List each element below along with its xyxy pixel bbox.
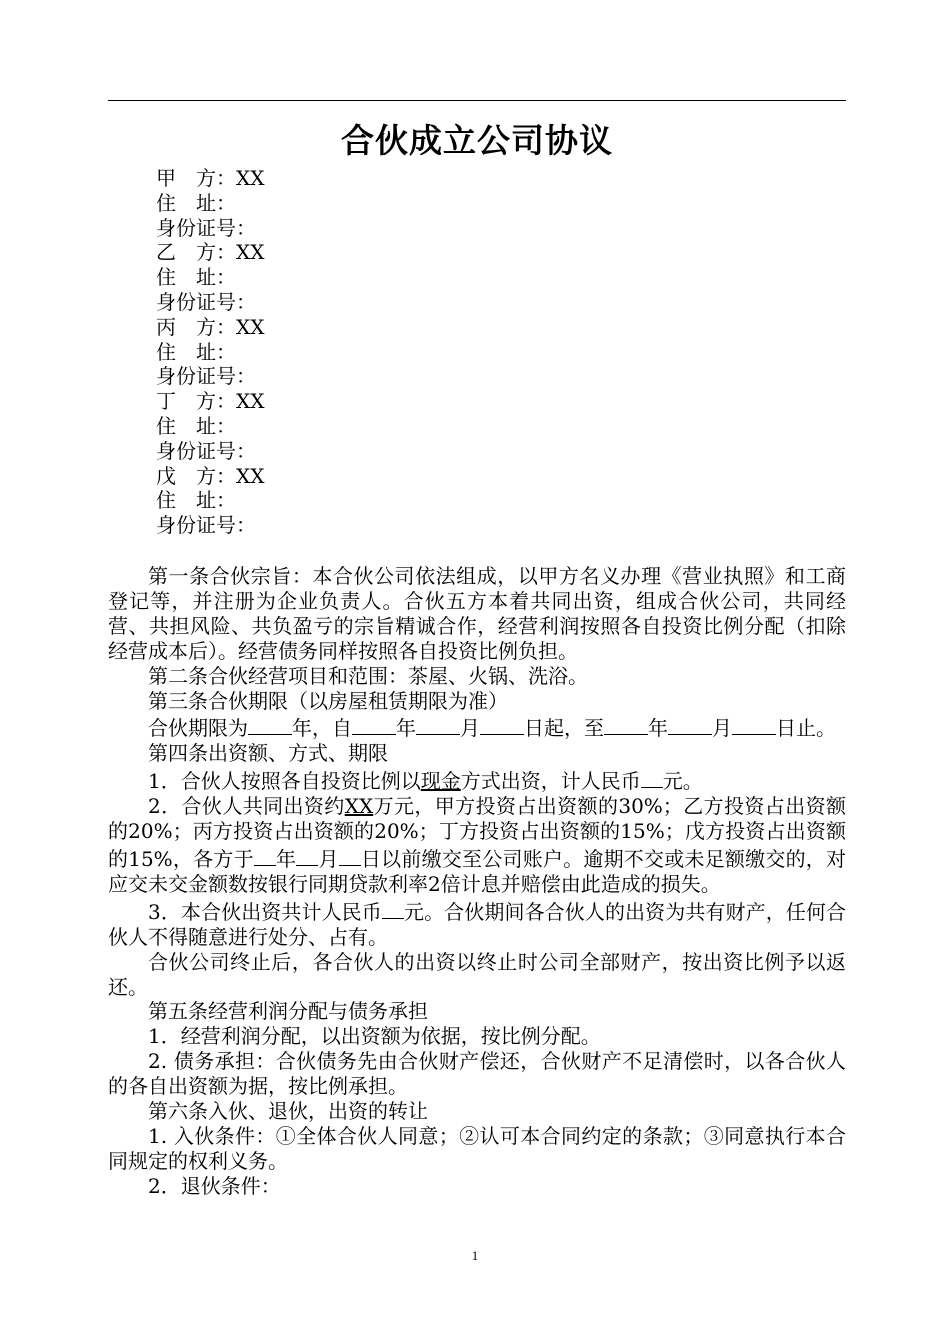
party-b-name: 乙 方：XX: [156, 240, 265, 265]
header-rule: [108, 100, 846, 101]
party-d-id: 身份证号：: [156, 438, 256, 463]
article-4-item-3: [108, 897, 846, 950]
article-6-heading: 第六条入伙、退伙，出资的转让: [148, 1099, 428, 1124]
item-text: 年: [275, 846, 297, 871]
item-text: 万元，甲方投资占出资额的30%；乙方投资占出资额的20%；丙方投资占出资额的20%；丁方投资占出资额的15%；戊方投资占出资额的15%，各方于: [108, 794, 846, 871]
blank-field: [480, 713, 524, 735]
blank-field: [604, 713, 648, 735]
article-2: 第二条合伙经营项目和范围：茶屋、火锅、洗浴。: [148, 663, 588, 688]
blank-field: [339, 844, 361, 866]
term-month2-label: 月: [712, 716, 732, 741]
item-text: 元。合伙期间各合伙人的出资为共有财产，任何合伙人不得随意进行处分、占有。: [108, 899, 847, 949]
item-text: 日以前缴交至公司账户。逾期不交或未足额缴交的，对应交未交金额数按银行同期贷款利率2倍计息并赔偿由此造成的损失。: [108, 846, 847, 896]
party-b-address: 住 址：: [156, 265, 236, 290]
article-6-item-2: 2．退伙条件：: [148, 1173, 281, 1198]
party-a-address: 住 址：: [156, 190, 236, 215]
article-3-term: [108, 713, 846, 741]
party-e-id: 身份证号：: [156, 513, 256, 538]
item-text: 2．合伙人共同出资约: [148, 794, 345, 819]
blank-field: [254, 844, 276, 866]
article-6-item-1: 1. 入伙条件：①全体合伙人同意；②认可本合同约定的条款；③同意执行本合同规定的权利义务。: [108, 1123, 846, 1173]
term-year-label: 年，自: [292, 716, 352, 741]
item-text: 元。: [662, 769, 703, 794]
article-5-item-1: 1．经营利润分配，以出资额为依据，按比例分配。: [148, 1024, 601, 1049]
term-prefix: 合伙期限为: [148, 716, 248, 741]
item-text: 月: [318, 846, 339, 871]
article-4-item-2: [108, 794, 846, 897]
article-1: 第一条合伙宗旨：本合伙公司依法组成，以甲方名义办理《营业执照》和工商登记等，并注册为企业负责人。合伙五方本着共同出资，组成合伙公司，共同经营、共担风险、共负盈亏的宗旨精诚合作，经营利润按照各自投资比例分配（扣除经营成本后）。经营债务同样按照各自投资比例负担。: [108, 564, 846, 663]
term-day-from-label: 日起，至: [524, 716, 604, 741]
term-year3-label: 年: [648, 716, 668, 741]
blank-field: [416, 713, 460, 735]
term-day-end-label: 日止。: [776, 716, 836, 741]
parties-block: [156, 166, 264, 538]
item-text: 3．本合伙出资共计人民币: [148, 899, 382, 924]
blank-field: [668, 713, 712, 735]
page-number: 1: [471, 1248, 479, 1263]
article-5-heading: 第五条经营利润分配与债务承担: [148, 999, 428, 1024]
blank-field: [352, 713, 396, 735]
blank-field: [296, 844, 318, 866]
party-e-name: 戊 方：XX: [156, 463, 265, 488]
article-3-heading: 第三条合伙期限（以房屋租赁期限为准）: [148, 688, 508, 713]
party-e-address: 住 址：: [156, 488, 236, 513]
party-c-id: 身份证号：: [156, 364, 256, 389]
document-title: 合伙成立公司协议: [341, 121, 613, 160]
party-d-name: 丁 方：XX: [156, 389, 265, 414]
party-a-id: 身份证号：: [156, 215, 256, 240]
contribution-method: 现金: [420, 769, 461, 794]
contribution-amount: XX: [344, 794, 374, 819]
party-d-address: 住 址：: [156, 413, 236, 438]
article-4-heading: 第四条出资额、方式、期限: [148, 741, 388, 766]
article-5-item-2: 2. 债务承担：合伙债务先由合伙财产偿还，合伙财产不足清偿时，以各合伙人的各自出资额为据，按比例承担。: [108, 1049, 846, 1099]
article-4-termination: 合伙公司终止后，各合伙人的出资以终止时公司全部财产，按出资比例予以返还。: [108, 949, 846, 999]
blank-field: [248, 713, 292, 735]
party-c-name: 丙 方：XX: [156, 314, 265, 339]
blank-field: [732, 713, 776, 735]
article-4-item-1: [108, 766, 846, 794]
item-text: 1．合伙人按照各自投资比例以: [148, 769, 421, 794]
party-c-address: 住 址：: [156, 339, 236, 364]
party-a-name: 甲 方：XX: [156, 166, 265, 190]
blank-field: [641, 766, 663, 788]
blank-field: [382, 897, 404, 919]
term-month-label: 月: [460, 716, 480, 741]
party-b-id: 身份证号：: [156, 289, 256, 314]
item-text: 方式出资，计人民币: [460, 769, 641, 794]
term-year2-label: 年: [396, 716, 416, 741]
contract-body: [108, 564, 846, 1199]
